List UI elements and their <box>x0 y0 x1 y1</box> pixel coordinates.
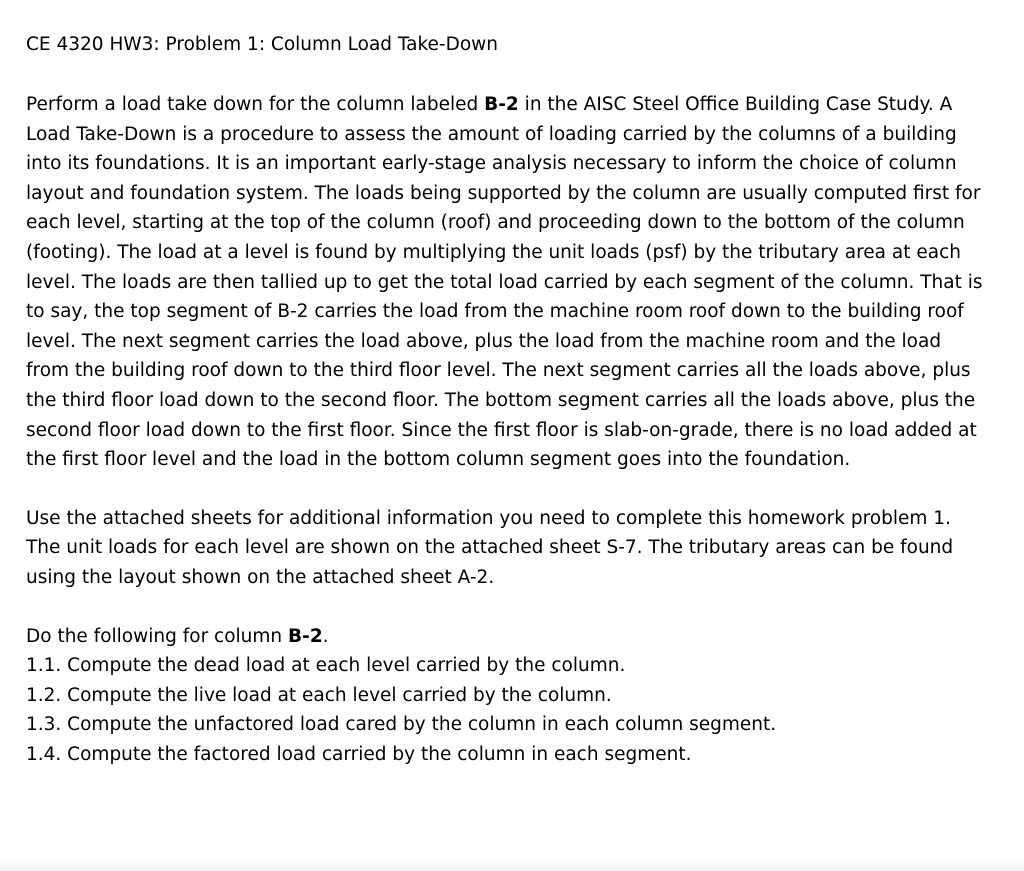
attached-sheets-line: Use the attached sheets for additional information you need to complete this homework problem 1. <box>26 507 951 529</box>
intro-text-start: Perform a load take down for the column labeled <box>26 94 485 115</box>
task-column-label: B-2 <box>288 625 323 647</box>
unit-loads-line: The unit loads for each level are shown on the attached sheet S-7. The tributary areas can be found using the layout shown on the attached sheet A-2. <box>26 537 954 588</box>
intro-text-rest: in the AISC Steel Office Building Case Study. A Load Take-Down is a procedure to assess the amount of loading carried by the columns of a building into its foundations. It is an important early-stage analysis necessary to inform the choice of column layout and foundation system. The loads being supported by the column are usually computed first for each level, starting at the top of the column (roof) and proceeding down to the bottom of the column (footing). The load at a level is found by multiplying the unit loads (psf) by the tributary area at each level. The loads are then tallied up to get the total load carried by each segment of the column. That is to say, the top segment of B-2 carries the load from the machine room roof down to the building roof level. The next segment carries the load above, plus the load from the machine room and the load from the building roof down to the third floor level. The next segment carries all the loads above, plus the third floor load down to the second floor. The bottom segment carries all the loads above, plus the second floor load down to the first floor. Since the first floor is slab-on-grade, there is no load added at the first floor level and the load in the bottom column segment goes into the foundation. <box>26 94 983 471</box>
task-lead-period: . <box>322 625 329 647</box>
task-item-dead-load: 1.1. Compute the dead load at each level carried by the column. <box>26 655 626 677</box>
intro-paragraph <box>26 90 984 475</box>
task-item-unfactored-load: 1.3. Compute the unfactored load cared by the column in each column segment. <box>26 714 777 736</box>
task-list <box>26 651 984 769</box>
page-bottom-edge <box>0 859 1024 871</box>
attached-sheets-paragraph <box>26 504 984 593</box>
task-lead <box>26 622 984 652</box>
task-item-factored-load: 1.4. Compute the factored load carried by the column in each segment. <box>26 743 692 765</box>
page-title: CE 4320 HW3: Problem 1: Column Load Take-Down <box>26 34 499 55</box>
task-item-live-load: 1.2. Compute the live load at each level carried by the column. <box>26 684 612 706</box>
column-label: B-2 <box>484 94 519 115</box>
task-lead-text: Do the following for column <box>26 625 289 647</box>
